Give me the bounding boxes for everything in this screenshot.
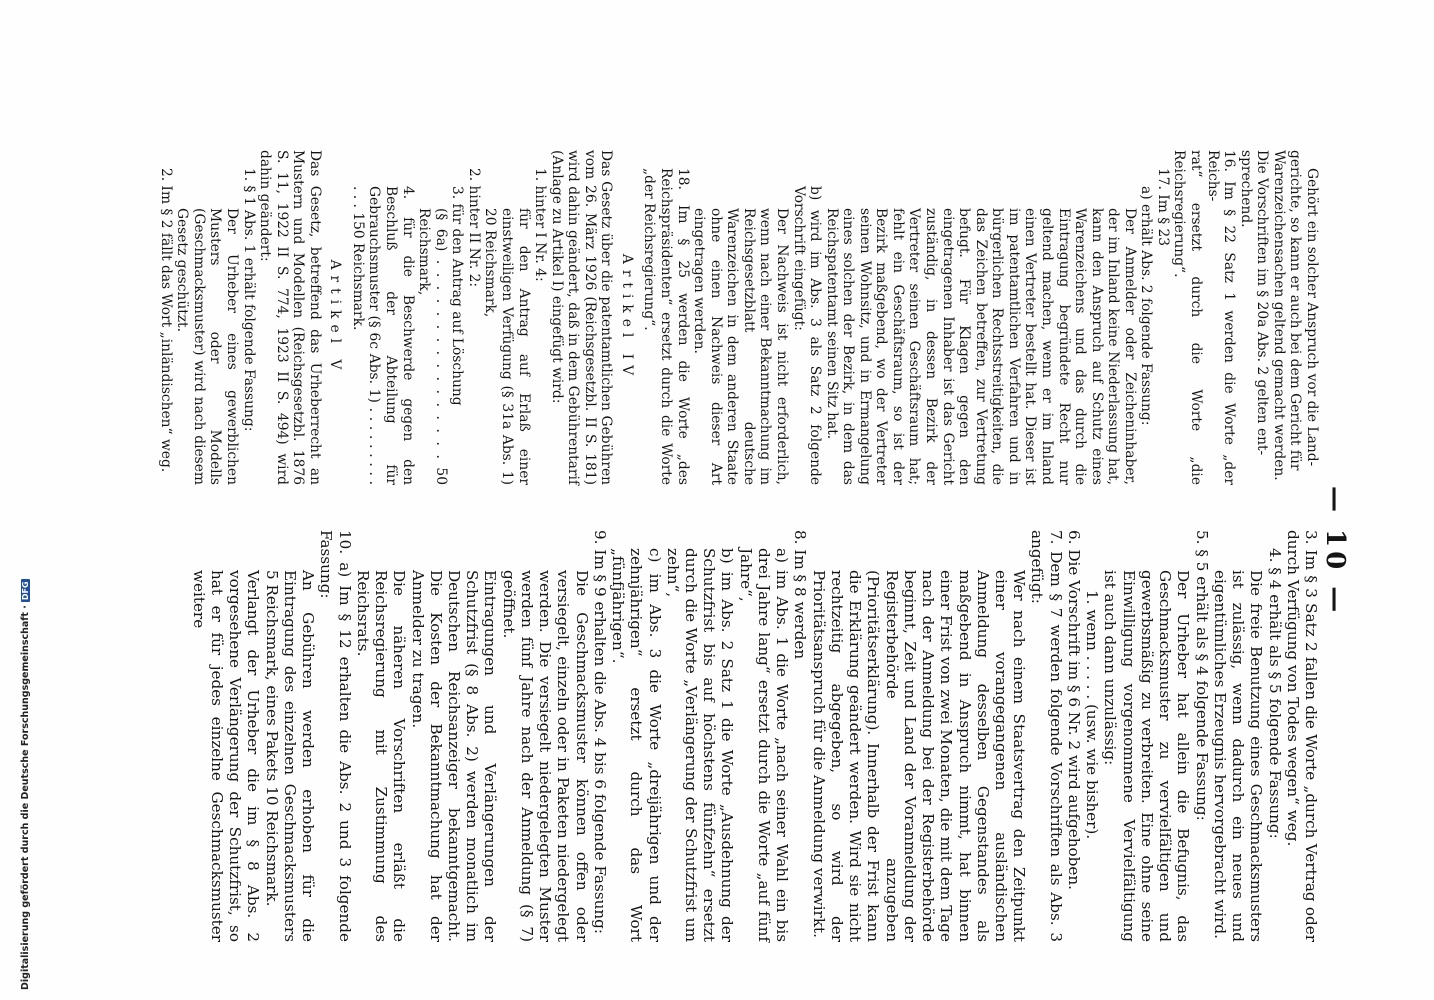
paragraph: Die Geschmacksmuster können offen oder versiegelt, einzeln oder in Paketen niedergelegt werden. Die versiegelt niedergelegten Muster werden fünf Jahre nach der Anmeldung (§ 7) geöffnet. <box>499 570 591 942</box>
paragraph: Die Vorschriften im § 20a Abs. 2 gelten ent- <box>1254 150 1271 456</box>
page-number: — 10 — <box>1320 486 1350 617</box>
paragraph: Warenzeichensachen geltend gemacht werden. <box>1270 150 1287 481</box>
paragraph: 4. § 4 erhält als § 5 folgende Fassung: <box>1265 548 1284 839</box>
section-heading: Artikel IV <box>618 253 635 382</box>
paragraph: 2. Im § 2 fällt das Wort „inländischen“ weg. <box>157 168 174 473</box>
paragraph: a) erhält Abs. 2 folgende Fassung: <box>1138 186 1155 426</box>
paragraph: 7. Dem § 7 werden folgende Vorschriften als Abs. 3 angefügt: <box>1028 530 1065 942</box>
paragraph: Die freie Benutzung eines Geschmacksmusters ist zulässig, wenn dadurch ein neues und eigentümliches Erzeugnis hervorgebracht wird. <box>1210 570 1266 942</box>
paragraph: 4. für die Beschwerde gegen den Beschluß der Abteilung für Gebrauchsmuster (§ 6c Abs. 1) . . . . . . . . . . . . 150 Reichsmark. <box>349 186 416 485</box>
paragraph: rat“ ersetzt durch die Worte „die Reichsregierung“. <box>1171 150 1205 485</box>
paragraph: Das Gesetz über die patentamtlichen Gebühren vom 26. März 1926 (Reichsgesetzbl. II S. 181) wird dahin geändert, daß in dem Gebührentarif (Anlage zu Artikel I) eingefügt wird: <box>548 150 615 485</box>
paragraph: 1. hinter I Nr. 4: <box>532 168 549 282</box>
paragraph: c) im Abs. 3 die Worte „dreijährigen und der zehnjährigen“ ersetzt durch das Wort „fünfjährigen“. <box>609 548 664 942</box>
section-heading: Artikel V <box>327 259 344 376</box>
paragraph: Wer nach einem Staatsvertrag den Zeitpunkt einer vorangegangenen ausländischen Anmeldung desselben Gegenstandes als maßgebend in Anspruch nimmt, hat binnen einer Frist von zwei Monaten, die mit dem Tage nach der Anmeldung bei der Registerbehörde beginnt, Zeit und Land der Voranmeldung der Registerbehörde anzugeben (Prioritätserklärung). Innerhalb der Frist kann die Erklärung geändert werden. Wird sie nicht rechtzeitig abgegeben, so wird der Prioritätsanspruch für die Anmeldung verwirkt. <box>809 570 1029 942</box>
paragraph: 1. § 1 Abs. 1 erhält folgende Fassung: <box>240 168 257 432</box>
paragraph: Verlangt der Urheber die im § 8 Abs. 2 vorgesehene Verlängerung der Schutzfrist, so hat er für jedes einzelne Geschmacksmuster weitere <box>189 570 263 942</box>
paragraph: Der Nachweis ist nicht erforderlich, wenn nach einer Bekanntmachung im Reichsgesetzblatt deutsche Warenzeichen in dem anderen Staate ohne einen Nachweis dieser Art eingetragen werden. <box>691 208 790 485</box>
paragraph: Das Gesetz, betreffend das Urheberrecht an Mustern und Modellen (Reichsgesetzbl. 1876 S. 11, 1922 II S. 774, 1923 II S. 494) wird dahin geändert: <box>257 150 323 485</box>
paragraph: 1. wenn . . . . . (usw. wie bisher). <box>1083 590 1102 840</box>
paragraph: 2. hinter II Nr. 2: <box>465 168 482 288</box>
paragraph: b) wird im Abs. 3 als Satz 2 folgende Vorschrift eingefügt: <box>790 186 824 485</box>
paragraph: Der Anmelder oder Zeicheninhaber, der im Inland keine Niederlassung hat, kann den Anspruch auf Schutz eines Warenzeichens und das durch die Eintragung begründete Recht nur geltend machen, wenn er im Inland einen Vertreter bestellt hat. Dieser ist im patentamtlichen Verfahren und in bürgerlichen Rechtsstreitigkeiten, die das Zeichen betreffen, zur Vertretung befugt. Für Klagen gegen den eingetragenen Inhaber ist das Gericht zuständig, in dessen Bezirk der Vertreter seinen Geschäftsraum hat; fehlt ein Geschäftsraum, so ist der Bezirk maßgebend, wo der Vertreter seinen Wohnsitz, und in Ermangelung eines solchen der Bezirk, in dem das Reichspatentamt seinen Sitz hat. <box>823 208 1138 485</box>
paragraph: (§ 6a) . . . . . . . . . . . . . . . . 50 Reichsmark, <box>416 208 449 485</box>
paragraph: b) im Abs. 2 Satz 1 die Worte „Ausdehnung der Schutzfrist bis auf höchstens fünfzehn“ ersetzt durch die Worte „Verlängerung der Schutzfrist um zehn“, <box>663 548 737 942</box>
footer-credit <box>20 579 31 990</box>
paragraph: für den Antrag auf Erlaß einer einstweiligen Verfügung (§ 31a Abs. 1) 20 Reichsmark, <box>482 208 532 485</box>
dfg-logo: DFG <box>21 581 30 601</box>
paragraph: 16. Im § 22 Satz 1 werden die Worte „der Reichs- <box>1204 150 1238 485</box>
paragraph: sprechend. <box>1237 150 1254 228</box>
paragraph: Eintragungen und Verlängerungen der Schutzfrist (§ 8 Abs. 2) werden monatlich im Deutschen Reichsanzeiger bekanntgemacht. Die Kosten der Bekanntmachung hat der Anmelder zu tragen. <box>408 570 500 942</box>
paragraph: 18. Im § 25 werden die Worte „des Reichspräsidenten“ ersetzt durch die Worte „der Reichsregierung“. <box>641 168 691 485</box>
paragraph: 8. Im § 8 werden <box>791 530 810 660</box>
paragraph: 17. Im § 23 <box>1154 168 1171 247</box>
paragraph: 3. Im § 3 Satz 2 fallen die Worte „durch Vertrag oder durch Verfügung von Todes wegen“ weg. <box>1283 530 1320 942</box>
paragraph: Die näheren Vorschriften erläßt die Reichsregierung mit Zustimmung des Reichsrats. <box>353 570 409 942</box>
paragraph: 6. Die Vorschrift im § 6 Nr. 2 wird aufgehoben. <box>1064 530 1083 890</box>
paragraph: gerichte, so kann er auch bei dem Gericht für <box>1287 150 1304 471</box>
footer-text: Digitalisierung gefördert durch die Deutsche Forschungsgemeinschaft · <box>20 605 31 990</box>
paragraph: Gehört ein solcher Anspruch vor die Land- <box>1304 168 1320 467</box>
paragraph: Der Urheber eines gewerblichen Musters oder Modells (Geschmacksmuster) wird nach diesem Gesetz geschützt. <box>174 208 240 485</box>
text-column-right <box>189 512 1320 942</box>
text-column-left <box>157 150 1320 485</box>
paragraph: a) im Abs. 1 die Worte „nach seiner Wahl ein bis drei Jahre lang“ ersetzt durch die Worte „auf fünf Jahre“, <box>736 548 792 942</box>
paragraph: An Gebühren werden erhoben für die Eintragung des einzelnen Geschmacksmusters 5 Reichsmark, eines Pakets 10 Reichsmark. <box>262 570 318 942</box>
paragraph: 9. Im § 9 erhalten die Abs. 4 bis 6 folgende Fassung: <box>590 530 609 935</box>
paragraph: 3. für den Antrag auf Löschung <box>449 186 466 406</box>
paragraph: 5. § 5 erhält als § 4 folgende Fassung: <box>1192 530 1211 821</box>
paragraph: Der Urheber hat allein die Befugnis, das Geschmacksmuster zu vervielfältigen und gewerbsmäßig zu verbreiten. Eine ohne seine Einwilligung vorgenommene Vervielfältigung ist auch dann unzulässig: <box>1101 570 1193 942</box>
paragraph: 10. a) Im § 12 erhalten die Abs. 2 und 3 folgende Fassung: <box>317 530 354 942</box>
